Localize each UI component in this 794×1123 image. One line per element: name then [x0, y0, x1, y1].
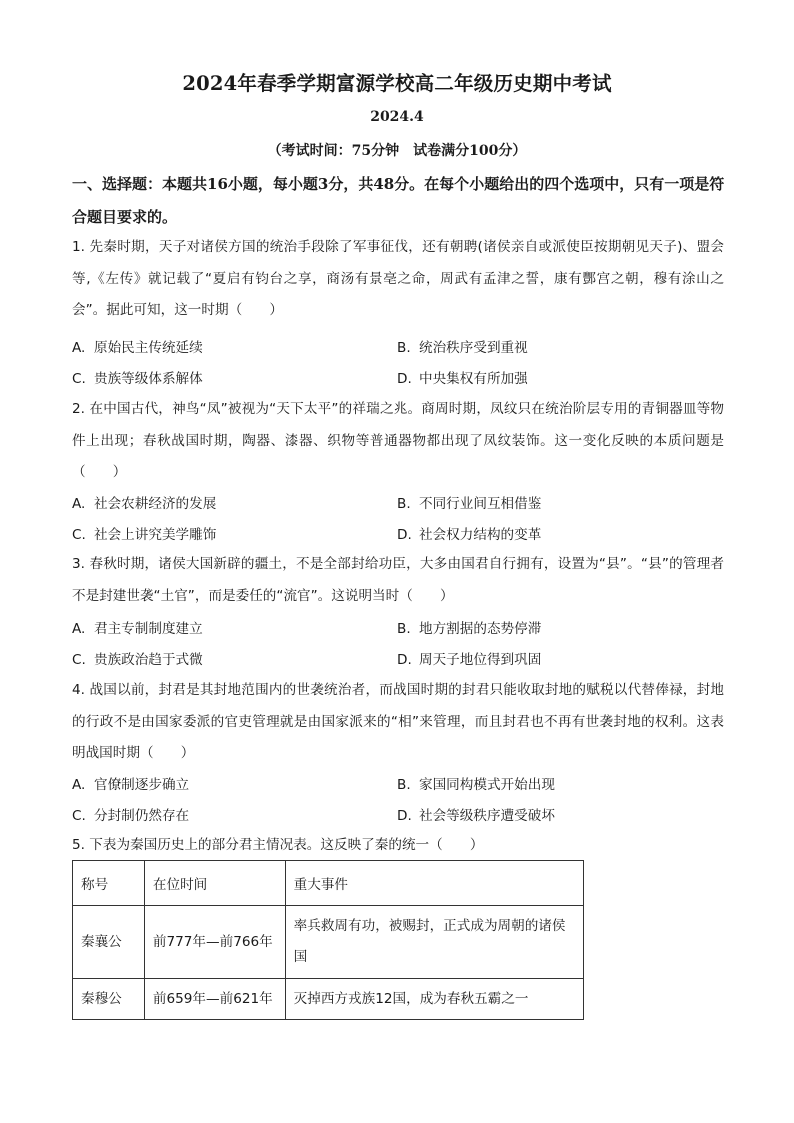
option-letter: A.: [72, 496, 86, 512]
option-letter: D.: [397, 527, 412, 543]
option-letter: B.: [397, 621, 411, 637]
table-cell: 率兵救周有功，被赐封，正式成为周朝的诸侯国: [285, 906, 583, 979]
monarch-table: [72, 860, 584, 1020]
option-text: 社会权力结构的变革: [419, 527, 542, 543]
option-text: 君主专制制度建立: [94, 621, 203, 637]
q1-option-b: [397, 338, 528, 358]
option-text: 分封制仍然存在: [94, 808, 190, 824]
option-letter: D.: [397, 652, 412, 668]
option-text: 地方割据的态势停滞: [419, 621, 542, 637]
option-letter: C.: [72, 371, 86, 387]
exam-title: 2024年春季学期富源学校高二年级历史期中考试: [182, 72, 612, 95]
option-text: 不同行业间互相借鉴: [419, 496, 542, 512]
option-text: 中央集权有所加强: [419, 371, 528, 387]
option-letter: A.: [72, 340, 86, 356]
option-letter: D.: [397, 808, 412, 824]
q2-option-a: [72, 494, 216, 514]
exam-info: （考试时间：75分钟 试卷满分100分）: [267, 143, 527, 159]
q3-option-b: [397, 619, 541, 639]
q1-option-c: [72, 369, 203, 389]
table-cell: 灭掉西方戎族12国，成为春秋五霸之一: [285, 979, 583, 1020]
table-cell: 秦襄公: [73, 906, 145, 979]
option-text: 社会农耕经济的发展: [94, 496, 217, 512]
table-header-row: [73, 861, 584, 906]
option-letter: D.: [397, 371, 412, 387]
table-row: [73, 906, 584, 979]
option-text: 贵族政治趋于式微: [94, 652, 203, 668]
option-text: 社会等级秩序遭受破坏: [419, 808, 555, 824]
question-1-stem: 1. 先秦时期，天子对诸侯方国的统治手段除了军事征伐，还有朝聘(诸侯亲自或派使臣按期朝见天子)、盟会等,《左传》就记载了“夏启有钧台之享，商汤有景亳之命，周武有孟津之誓，康有酆宫之朝，穆有涂山之会”。据此可知，这一时期（ ）: [72, 239, 724, 318]
option-letter: B.: [397, 777, 411, 793]
table-header-cell: 重大事件: [285, 861, 583, 906]
q2-option-b: [397, 494, 541, 514]
option-text: 社会上讲究美学雕饰: [94, 527, 217, 543]
option-letter: C.: [72, 652, 86, 668]
question-2-stem: 2. 在中国古代，神鸟“凤”被视为“天下太平”的祥瑞之兆。商周时期，凤纹只在统治阶层专用的青铜器皿等物件上出现；春秋战国时期，陶器、漆器、织物等普通器物都出现了凤纹装饰。这一变化反映的本质问题是（ ）: [72, 401, 724, 480]
question-5-stem: 5. 下表为秦国历史上的部分君主情况表。这反映了秦的统一（ ）: [72, 837, 484, 853]
q4-option-b: [397, 775, 555, 795]
table-header-cell: 称号: [73, 861, 145, 906]
option-letter: C.: [72, 808, 86, 824]
q2-option-c: [72, 525, 216, 545]
exam-date: 2024.4: [370, 109, 424, 125]
section-heading: 一、选择题：本题共16小题，每小题3分，共48分。在每个小题给出的四个选项中，只有一项是符合题目要求的。: [72, 175, 725, 226]
option-letter: B.: [397, 340, 411, 356]
table-cell: 前777年—前766年: [144, 906, 285, 979]
option-text: 贵族等级体系解体: [94, 371, 203, 387]
q1-option-a: [72, 338, 203, 358]
option-letter: A.: [72, 777, 86, 793]
q4-option-d: [397, 806, 555, 826]
q2-option-d: [397, 525, 541, 545]
question-3-stem: 3. 春秋时期，诸侯大国新辟的疆土，不是全部封给功臣，大多由国君自行拥有，设置为“县”。“县”的管理者不是封建世袭“土官”，而是委任的“流官”。这说明当时（ ）: [72, 556, 724, 604]
table-header-cell: 在位时间: [144, 861, 285, 906]
q4-option-a: [72, 775, 189, 795]
q4-option-c: [72, 806, 189, 826]
table-cell: 秦穆公: [73, 979, 145, 1020]
option-text: 统治秩序受到重视: [419, 340, 528, 356]
option-letter: C.: [72, 527, 86, 543]
q3-option-c: [72, 650, 203, 670]
q3-option-d: [397, 650, 541, 670]
table-row: [73, 979, 584, 1020]
q1-option-d: [397, 369, 528, 389]
option-text: 官僚制逐步确立: [94, 777, 190, 793]
option-text: 原始民主传统延续: [94, 340, 203, 356]
option-letter: B.: [397, 496, 411, 512]
option-text: 家国同构模式开始出现: [419, 777, 555, 793]
q3-option-a: [72, 619, 203, 639]
question-4-stem: 4. 战国以前，封君是其封地范围内的世袭统治者，而战国时期的封君只能收取封地的赋税以代替俸禄，封地的行政不是由国家委派的官吏管理就是由国家派来的“相”来管理，而且封君也不再有世袭封地的权利。这表明战国时期（ ）: [72, 682, 724, 761]
option-letter: A.: [72, 621, 86, 637]
option-text: 周天子地位得到巩固: [419, 652, 542, 668]
table-cell: 前659年—前621年: [144, 979, 285, 1020]
